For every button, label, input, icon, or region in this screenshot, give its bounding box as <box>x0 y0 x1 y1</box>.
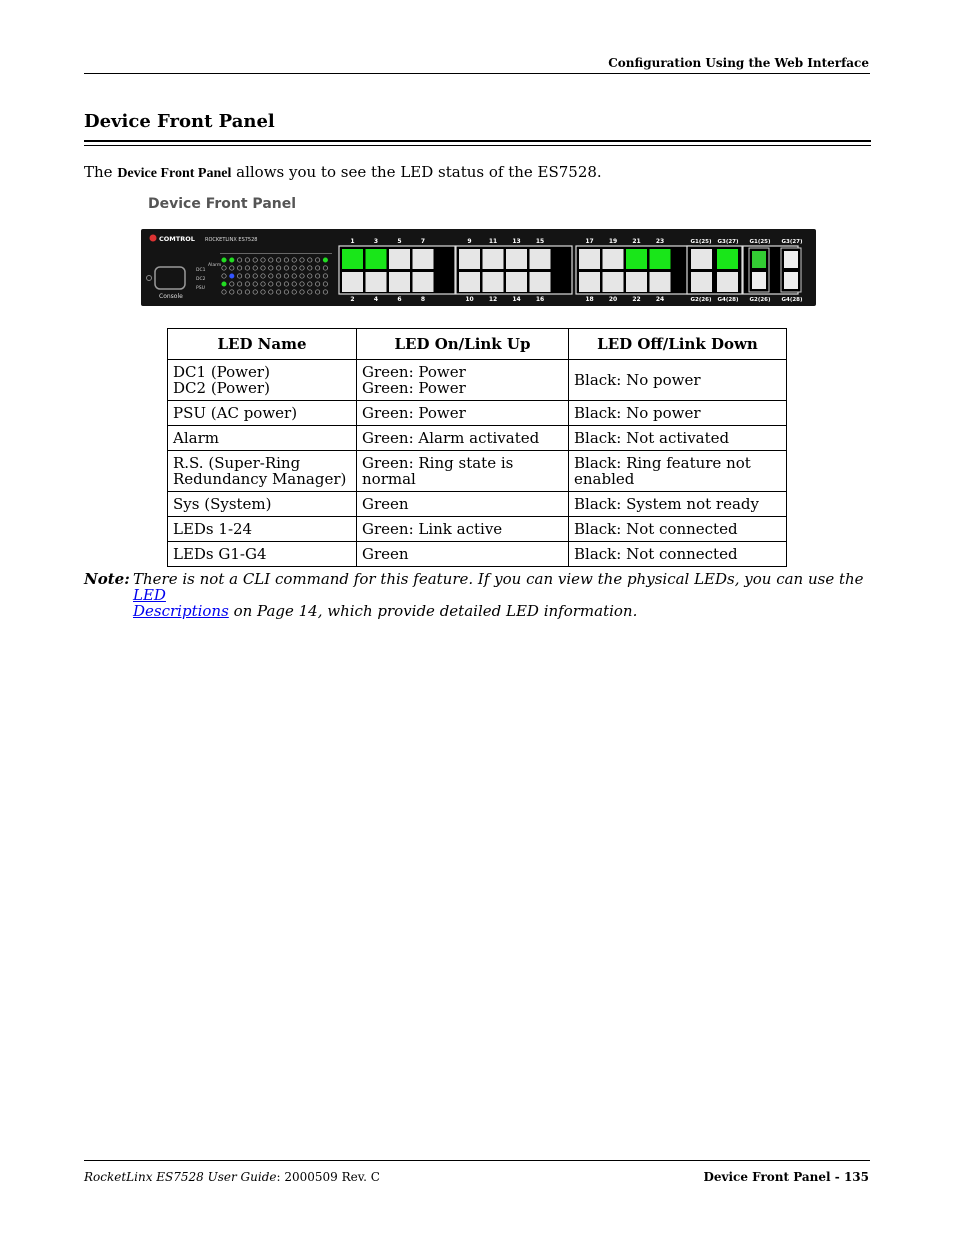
status-led <box>284 258 288 262</box>
port-number-label: 9 <box>467 238 472 245</box>
ethernet-port-icon <box>626 272 647 292</box>
ethernet-port-icon <box>579 272 600 292</box>
status-led <box>237 266 241 270</box>
gig-port-icon <box>717 249 738 269</box>
table-cell-name: R.S. (Super-Ring Redundancy Manager) <box>168 451 357 492</box>
port-number-label: 20 <box>608 296 618 303</box>
status-led <box>237 290 241 294</box>
intro-strong: Device Front Panel <box>117 166 232 181</box>
table-cell-off: Black: Not activated <box>569 426 787 451</box>
status-led <box>245 258 249 262</box>
table-row <box>168 426 787 451</box>
table-cell-name: PSU (AC power) <box>168 401 357 426</box>
status-label-dc2: DC2 <box>196 277 206 282</box>
gig-port-icon <box>717 272 738 292</box>
table-row <box>168 492 787 517</box>
gig-port-label: G2(26) <box>749 297 771 303</box>
gig-port-label: G3(27) <box>781 239 803 245</box>
status-led <box>308 274 312 278</box>
port-number-label: 17 <box>585 238 594 245</box>
status-led <box>292 258 296 262</box>
ethernet-port-icon <box>366 249 387 269</box>
screw-icon <box>147 276 152 281</box>
ethernet-port-icon <box>603 249 624 269</box>
table-cell-on: Green <box>357 492 569 517</box>
ethernet-port-icon <box>650 272 671 292</box>
status-led <box>323 282 327 286</box>
status-led <box>222 282 226 286</box>
port-number-label: 21 <box>632 238 641 245</box>
port-number-label: 12 <box>488 296 498 303</box>
table-row <box>168 451 787 492</box>
port-number-label: 7 <box>420 238 426 245</box>
ethernet-port-icon <box>530 249 551 269</box>
status-led <box>284 266 288 270</box>
table-cell-name: Sys (System) <box>168 492 357 517</box>
ethernet-port-icon <box>342 272 363 292</box>
figure-caption: Device Front Panel <box>148 196 297 212</box>
table-header: LED Name <box>168 329 357 360</box>
note <box>84 571 874 619</box>
status-label-psu: PSU <box>196 286 205 291</box>
table-cell-name: LEDs G1-G4 <box>168 542 357 567</box>
status-led <box>300 266 304 270</box>
ethernet-port-icon <box>413 249 434 269</box>
brand-logo-icon <box>150 235 157 242</box>
status-led <box>222 258 226 262</box>
status-led <box>261 274 265 278</box>
title-rule <box>84 140 871 142</box>
table-body <box>168 360 787 567</box>
led-descriptions-link[interactable]: LED Descriptions <box>133 586 229 620</box>
gig-port-icon <box>691 272 712 292</box>
status-led <box>276 266 280 270</box>
table-cell-off: Black: No power <box>569 360 787 401</box>
ethernet-port-icon <box>459 249 480 269</box>
status-led <box>315 282 319 286</box>
status-led <box>269 266 273 270</box>
port-groups <box>339 246 801 294</box>
status-led <box>315 266 319 270</box>
status-led <box>253 274 257 278</box>
table-cell-on: Green: Power <box>357 401 569 426</box>
port-number-label: 3 <box>373 238 379 245</box>
ethernet-port-icon <box>626 249 647 269</box>
port-number-label: 10 <box>465 296 474 303</box>
table-cell-on: Green: Alarm activated <box>357 426 569 451</box>
status-led <box>245 282 249 286</box>
table-row <box>168 542 787 567</box>
table-header: LED On/Link Up <box>357 329 569 360</box>
port-number-label: 23 <box>655 238 665 245</box>
port-number-label: 16 <box>535 296 545 303</box>
table-cell-off: Black: Ring feature not enabled <box>569 451 787 492</box>
status-led <box>261 258 265 262</box>
gig-port-label: G2(26) <box>690 297 712 303</box>
console-port-icon <box>155 267 185 289</box>
port-number-label: 2 <box>350 296 355 303</box>
status-led <box>261 282 265 286</box>
table-cell-off: Black: No power <box>569 401 787 426</box>
port-number-label: 4 <box>373 296 379 303</box>
port-number-label: 24 <box>655 296 665 303</box>
ethernet-port-icon <box>413 272 434 292</box>
status-led <box>245 274 249 278</box>
port-number-label: 19 <box>608 238 618 245</box>
status-led <box>269 274 273 278</box>
status-led <box>323 290 327 294</box>
table-cell-off: Black: Not connected <box>569 542 787 567</box>
table-cell-name: Alarm <box>168 426 357 451</box>
status-led <box>276 274 280 278</box>
title-rule-thin <box>84 145 871 146</box>
table-header-row <box>168 329 787 360</box>
status-led <box>284 290 288 294</box>
status-led <box>261 266 265 270</box>
table-row <box>168 517 787 542</box>
port-number-label: 6 <box>397 296 402 303</box>
port-number-label: 5 <box>397 238 402 245</box>
ethernet-port-icon <box>603 272 624 292</box>
table-cell-name: DC1 (Power) DC2 (Power) <box>168 360 357 401</box>
status-led <box>276 258 280 262</box>
status-led <box>237 274 241 278</box>
gig-port-label: G4(28) <box>781 297 803 303</box>
table-header: LED Off/Link Down <box>569 329 787 360</box>
status-led <box>300 282 304 286</box>
ethernet-port-icon <box>459 272 480 292</box>
status-led <box>323 266 327 270</box>
status-led <box>245 290 249 294</box>
gig-port-label: G4(28) <box>717 297 739 303</box>
ethernet-port-icon <box>530 272 551 292</box>
footer-doc: RocketLinx ES7528 User Guide: 2000509 Rev. C <box>84 1170 380 1184</box>
table-row <box>168 360 787 401</box>
port-number-label: 22 <box>632 296 641 303</box>
footer-page: Device Front Panel - 135 <box>703 1170 869 1184</box>
table-cell-on: Green: Link active <box>357 517 569 542</box>
table-cell-name: LEDs 1-24 <box>168 517 357 542</box>
ethernet-port-icon <box>483 249 504 269</box>
status-led <box>253 258 257 262</box>
ethernet-port-icon <box>389 272 410 292</box>
status-label-dc1: DC1 <box>196 268 206 273</box>
status-led <box>292 282 296 286</box>
status-led <box>253 290 257 294</box>
status-led <box>323 258 327 262</box>
status-led <box>269 282 273 286</box>
status-led <box>269 290 273 294</box>
ethernet-port-icon <box>650 249 671 269</box>
gig-port-label: G1(25) <box>749 239 771 245</box>
status-led <box>261 290 265 294</box>
ethernet-port-icon <box>506 272 527 292</box>
ethernet-port-icon <box>366 272 387 292</box>
status-led <box>292 290 296 294</box>
ethernet-port-icon <box>579 249 600 269</box>
grid-divider <box>220 253 332 254</box>
status-led <box>292 266 296 270</box>
port-number-label: 15 <box>535 238 545 245</box>
led-table <box>167 328 787 567</box>
status-led <box>230 274 234 278</box>
intro-paragraph: The Device Front Panel allows you to see the LED status of the ES7528. <box>84 163 602 181</box>
ethernet-port-icon <box>506 249 527 269</box>
status-led <box>315 274 319 278</box>
status-led <box>308 258 312 262</box>
status-led <box>284 282 288 286</box>
status-led <box>222 266 226 270</box>
header-rule <box>84 73 870 74</box>
status-led <box>308 290 312 294</box>
table-cell-on: Green: Ring state is normal <box>357 451 569 492</box>
status-led <box>300 258 304 262</box>
status-led <box>245 266 249 270</box>
ethernet-port-icon <box>342 249 363 269</box>
status-led <box>284 274 288 278</box>
sfp-port-icon <box>784 251 798 268</box>
status-led <box>300 290 304 294</box>
status-led <box>230 290 234 294</box>
status-led <box>315 290 319 294</box>
status-led <box>276 282 280 286</box>
front-panel-graphic <box>141 229 816 306</box>
status-led <box>292 274 296 278</box>
footer-rule <box>84 1160 870 1161</box>
status-led <box>230 266 234 270</box>
table-row <box>168 401 787 426</box>
ethernet-port-icon <box>483 272 504 292</box>
ethernet-port-icon <box>389 249 410 269</box>
note-body: There is not a CLI command for this feature. If you can view the physical LEDs, you can use the LED Descriptions on Page 14, which provide detailed LED information. <box>133 570 864 620</box>
gig-port-label: G3(27) <box>717 239 739 245</box>
status-led <box>276 290 280 294</box>
status-led <box>315 258 319 262</box>
port-number-label: 11 <box>488 238 498 245</box>
table-cell-off: Black: System not ready <box>569 492 787 517</box>
running-header: Configuration Using the Web Interface <box>608 56 869 70</box>
status-led <box>253 282 257 286</box>
status-led <box>230 282 234 286</box>
port-number-label: 14 <box>512 296 521 303</box>
port-number-label: 1 <box>350 238 355 245</box>
product-name: ROCKETLINX ES7528 <box>205 237 258 243</box>
status-led <box>308 266 312 270</box>
device-front-panel <box>141 229 816 306</box>
port-number-label: 8 <box>420 296 426 303</box>
console-label: Console <box>159 293 183 300</box>
status-led <box>308 282 312 286</box>
sfp-port-icon <box>784 272 798 289</box>
led-grid <box>220 253 332 294</box>
gig-port-icon <box>691 249 712 269</box>
status-led <box>323 274 327 278</box>
status-led <box>237 282 241 286</box>
brand-name: COMTROL <box>159 235 195 243</box>
section-title: Device Front Panel <box>84 111 275 132</box>
status-led <box>222 274 226 278</box>
port-number-label: 18 <box>585 296 594 303</box>
sfp-port-icon <box>752 251 766 268</box>
status-led <box>222 290 226 294</box>
gig-port-label: G1(25) <box>690 239 712 245</box>
status-led <box>253 266 257 270</box>
status-led <box>237 258 241 262</box>
status-led <box>230 258 234 262</box>
table-cell-on: Green: Power Green: Power <box>357 360 569 401</box>
status-led <box>300 274 304 278</box>
status-led <box>269 258 273 262</box>
table-cell-on: Green <box>357 542 569 567</box>
table-cell-off: Black: Not connected <box>569 517 787 542</box>
sfp-port-icon <box>752 272 766 289</box>
note-label: Note: <box>84 570 130 588</box>
port-number-label: 13 <box>512 238 521 245</box>
status-label-alarm: Alarm <box>208 263 222 268</box>
